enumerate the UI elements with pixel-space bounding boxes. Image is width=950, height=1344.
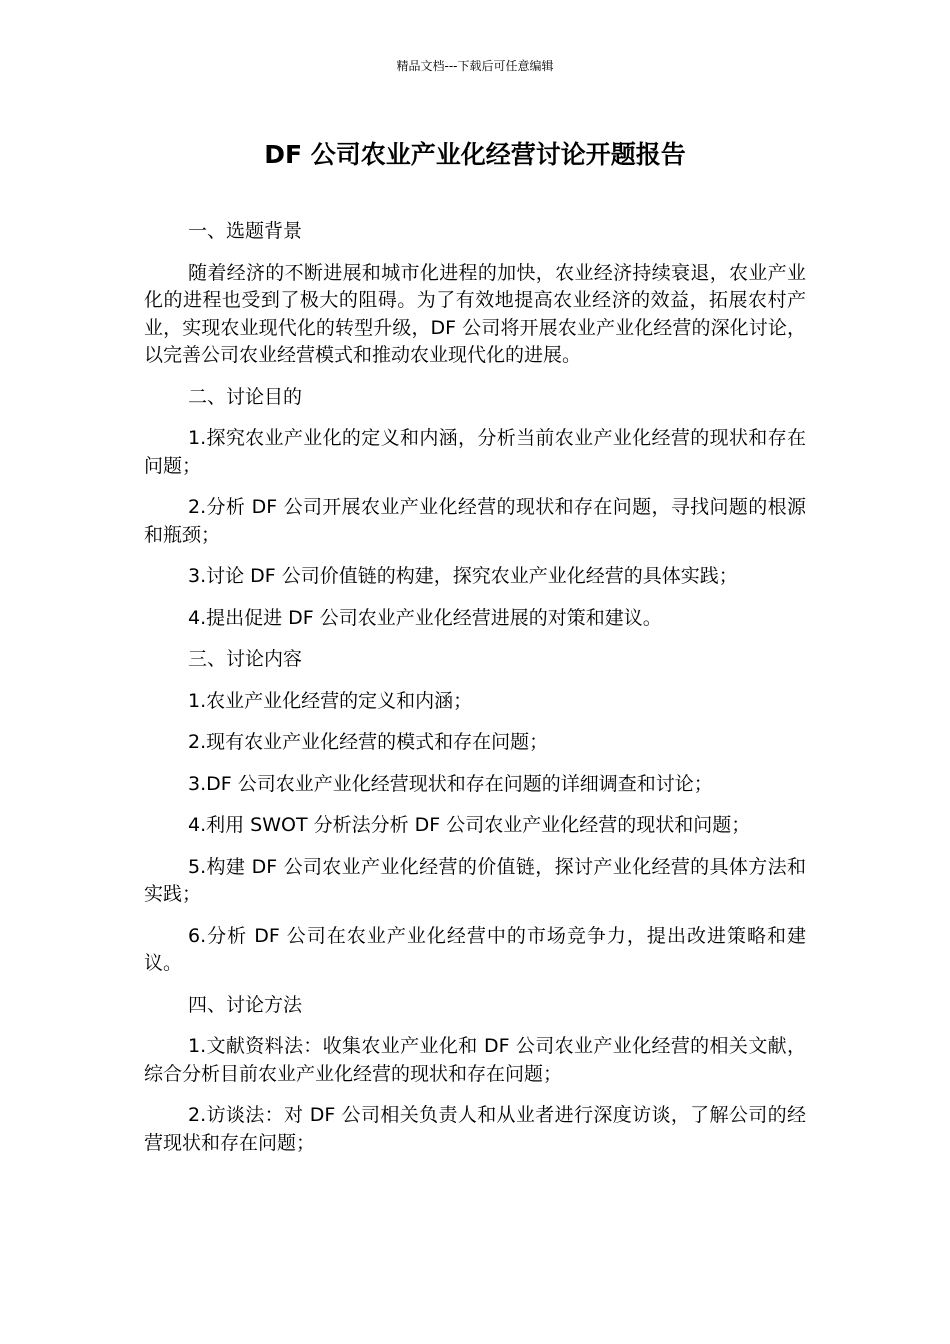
content-item-6: 6.分析 DF 公司在农业产业化经营中的市场竞争力，提出改进策略和建议。 xyxy=(144,924,806,974)
document-body xyxy=(144,218,806,1171)
page-header-note: 精品文档---下载后可任意编辑 xyxy=(396,59,554,73)
section-heading-content: 三、讨论内容 xyxy=(188,648,303,670)
content-item-2: 2.现有农业产业化经营的模式和存在问题； xyxy=(188,731,549,753)
section-heading-methods: 四、讨论方法 xyxy=(188,993,303,1016)
section-heading-purpose: 二、讨论目的 xyxy=(188,385,303,408)
purpose-item-2: 2.分析 DF 公司开展农业产业化经营的现状和存在问题，寻找问题的根源和瓶颈； xyxy=(144,496,806,546)
content-item-5: 5.构建 DF 公司农业产业化经营的价值链，探讨产业化经营的具体方法和实践； xyxy=(144,855,806,905)
content-item-1: 1.农业产业化经营的定义和内涵； xyxy=(188,689,473,712)
paragraph-background: 随着经济的不断进展和城市化进程的加快，农业经济持续衰退，农业产业化的进程也受到了极大的阻碍。为了有效地提高农业经济的效益，拓展农村产业，实现农业现代化的转型升级，DF 公司将开展农业产业化经营的深化讨论，以完善公司农业经营模式和推动农业现代化的进展。 xyxy=(144,261,806,366)
purpose-item-1: 1.探究农业产业化的定义和内涵，分析当前农业产业化经营的现状和存在问题； xyxy=(144,427,806,477)
document-title: DF 公司农业产业化经营讨论开题报告 xyxy=(264,140,686,169)
purpose-item-4: 4.提出促进 DF 公司农业产业化经营进展的对策和建议。 xyxy=(188,606,662,629)
method-item-1: 1.文献资料法：收集农业产业化和 DF 公司农业产业化经营的相关文献，综合分析目前农业产业化经营的现状和存在问题； xyxy=(144,1035,806,1085)
method-item-2: 2.访谈法：对 DF 公司相关负责人和从业者进行深度访谈，了解公司的经营现状和存在问题； xyxy=(144,1104,806,1154)
purpose-item-3: 3.讨论 DF 公司价值链的构建，探究农业产业化经营的具体实践； xyxy=(188,565,738,587)
content-item-3: 3.DF 公司农业产业化经营现状和存在问题的详细调查和讨论； xyxy=(188,772,713,795)
content-item-4: 4.利用 SWOT 分析法分析 DF 公司农业产业化经营的现状和问题； xyxy=(188,814,751,836)
section-heading-background: 一、选题背景 xyxy=(188,220,303,242)
